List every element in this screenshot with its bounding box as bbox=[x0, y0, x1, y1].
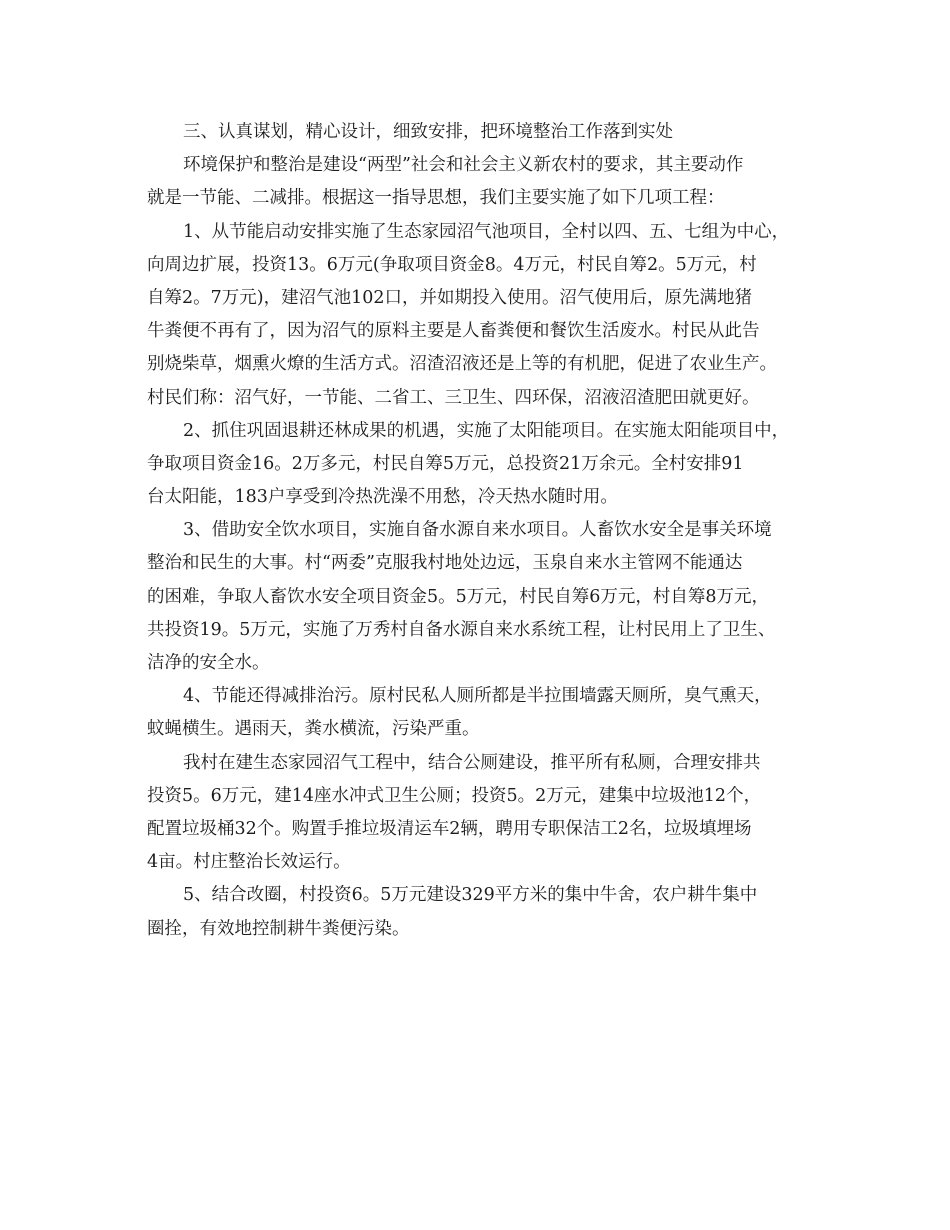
text-line: 牛粪便不再有了，因为沼气的原料主要是人畜粪便和餐饮生活废水。村民从此告 bbox=[147, 321, 760, 342]
text-line: 的困难，争取人畜饮水安全项目资金5。5万元，村民自筹6万元，村自筹8万元， bbox=[147, 586, 770, 607]
text-line: 向周边扩展，投资13。6万元(争取项目资金8。4万元，村民自筹2。5万元，村 bbox=[147, 254, 757, 275]
section-heading: 三、认真谋划，精心设计，细致安排，把环境整治工作落到实处 bbox=[183, 122, 673, 142]
text-line: 争取项目资金16。2万多元，村民自筹5万元，总投资21万余元。全村安排91 bbox=[147, 453, 744, 474]
text-line: 3、借助安全饮水项目，实施自备水源自来水项目。人畜饮水安全是事关环境 bbox=[183, 520, 772, 541]
text-line: 蚊蝇横生。遇雨天，粪水横流，污染严重。 bbox=[147, 719, 480, 740]
text-line: 4、节能还得减排治污。原村民私人厕所都是半拉围墙露天厕所，臭气熏天， bbox=[183, 686, 772, 707]
text-line: 自筹2。7万元)，建沼气池102口，并如期投入使用。沼气使用后，原先满地猪 bbox=[147, 287, 752, 308]
text-line: 共投资19。5万元，实施了万秀村自备水源自来水系统工程，让村民用上了卫生、 bbox=[147, 619, 776, 640]
document-body bbox=[147, 116, 807, 946]
text-line: 投资5。6万元，建14座水冲式卫生公厕；投资5。2万元，建集中垃圾池12个， bbox=[147, 785, 762, 806]
text-line: 1、从节能启动安排实施了生态家园沼气池项目，全村以四、五、七组为中心， bbox=[183, 221, 790, 242]
text-line: 台太阳能，183户享受到冷热洗澡不用愁，冷天热水随时用。 bbox=[147, 487, 618, 508]
text-line: 村民们称：沼气好，一节能、二省工、三卫生、四环保，沼液沼渣肥田就更好。 bbox=[147, 387, 760, 408]
text-line: 5、结合改圈，村投资6。5万元建设329平方米的集中牛舍，农户耕牛集中 bbox=[183, 885, 758, 906]
text-line: 圈拴，有效地控制耕牛粪便污染。 bbox=[147, 918, 410, 939]
text-line: 4亩。村庄整治长效运行。 bbox=[147, 852, 351, 873]
text-line: 我村在建生态家园沼气工程中，结合公厕建设，推平所有私厕，合理安排共 bbox=[183, 752, 761, 773]
text-line: 别烧柴草，烟熏火燎的生活方式。沼渣沼液还是上等的有机肥，促进了农业生产。 bbox=[147, 354, 777, 375]
text-line: 配置垃圾桶32个。购置手推垃圾清运车2辆，聘用专职保洁工2名，垃圾填埋场 bbox=[147, 818, 752, 839]
text-line: 2、抓住巩固退耕还林成果的机遇，实施了太阳能项目。在实施太阳能项目中， bbox=[183, 420, 790, 441]
text-line: 洁净的安全水。 bbox=[147, 653, 270, 673]
text-line: 就是一节能、二减排。根据这一指导思想，我们主要实施了如下几项工程： bbox=[147, 188, 725, 209]
text-line: 环境保护和整治是建设“两型”社会和社会主义新农村的要求，其主要动作 bbox=[183, 155, 744, 176]
text-line: 整治和民生的大事。村“两委”克服我村地处边远，玉泉自来水主管网不能通达 bbox=[147, 553, 743, 574]
